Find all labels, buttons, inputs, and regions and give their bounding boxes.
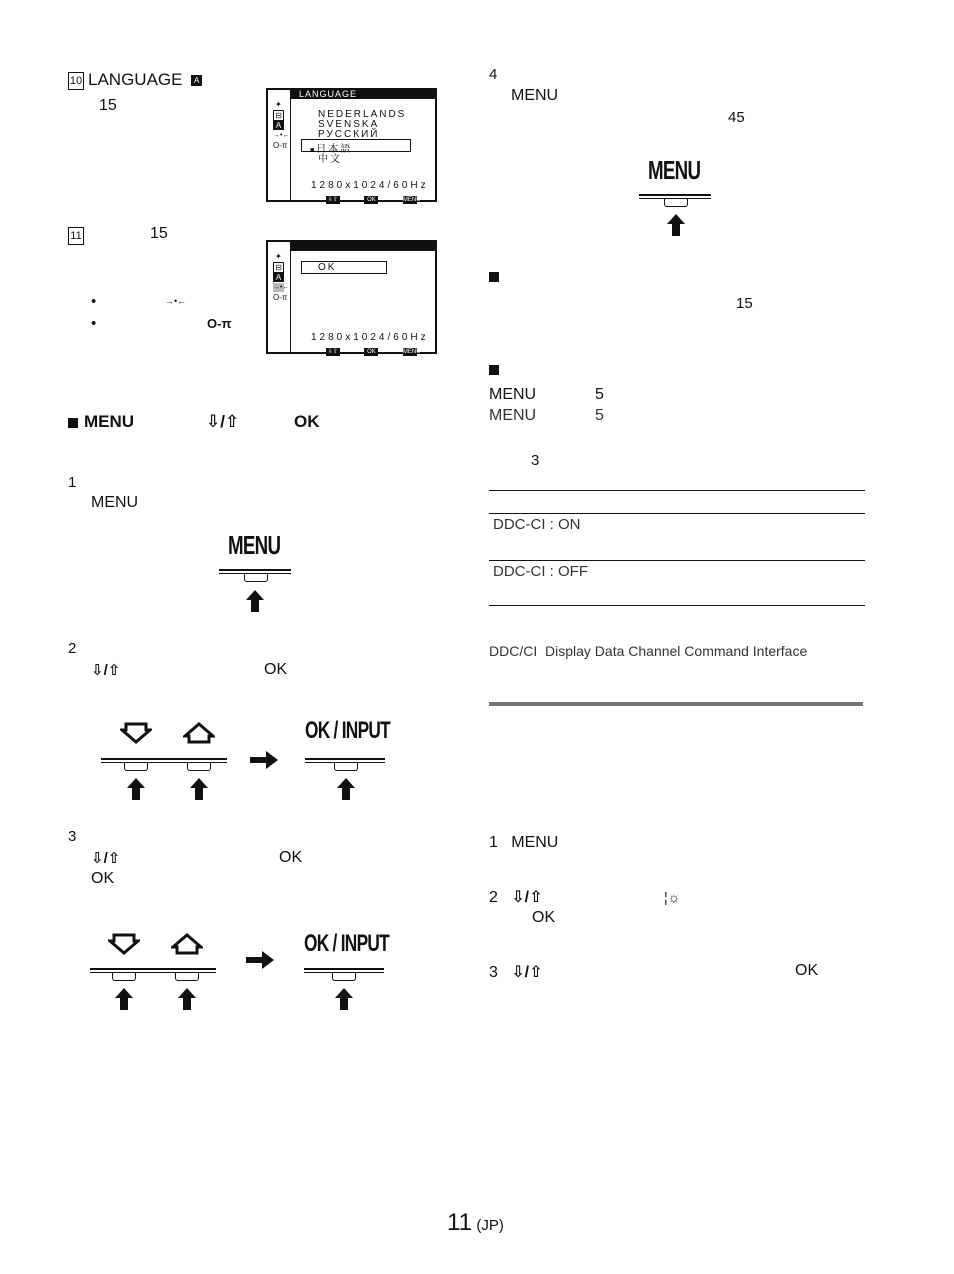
brightness-icon: ✦ xyxy=(275,100,282,109)
bezel-line xyxy=(219,569,291,571)
bezel-line xyxy=(305,758,385,760)
lock-key-icon: O‑π xyxy=(273,293,288,302)
menu-button[interactable] xyxy=(664,199,688,207)
updown-arrows-icon: ⇩/⇧ xyxy=(91,662,121,679)
right-step-3-ok: OK xyxy=(795,962,819,979)
item-number-11: 11 xyxy=(68,227,84,245)
osd-key-ok: OK xyxy=(364,348,378,356)
press-arrow-icon xyxy=(178,988,196,1010)
reset-osd-screen xyxy=(266,240,437,354)
step-4-menu: MENU xyxy=(511,87,559,104)
osd-side-menu xyxy=(268,242,291,352)
step-4-page-ref: 45 xyxy=(728,109,745,126)
updown-arrows-icon: ⇩/⇧ xyxy=(206,412,240,431)
press-arrow-icon xyxy=(335,988,353,1010)
right-step-2: 2 ⇩/⇧ xyxy=(489,889,543,906)
press-arrow-icon xyxy=(127,778,145,800)
osd-resolution: 1280x1024/60Hz xyxy=(311,180,429,191)
menu-button[interactable] xyxy=(244,574,268,582)
up-arrow-button-icon xyxy=(183,722,215,744)
ok-input-button-label: OK / INPUT xyxy=(304,930,389,957)
section-square-icon xyxy=(489,361,505,379)
table-header-rule xyxy=(489,513,865,514)
language-icon-selected: A xyxy=(273,121,284,130)
osd-lang-item: NEDERLANDS xyxy=(318,109,407,120)
press-arrow-icon xyxy=(667,214,685,236)
up-button[interactable] xyxy=(175,973,199,981)
step-4-number: 4 xyxy=(489,66,498,83)
step-3-ok-2: OK xyxy=(91,870,115,887)
osd-title-bar xyxy=(291,242,435,251)
table-row-rule xyxy=(489,560,865,561)
bezel-line xyxy=(304,968,384,970)
step-1-text: MENU xyxy=(91,494,139,511)
section-square-icon xyxy=(68,418,78,428)
osd-side-menu xyxy=(268,90,291,200)
osd-key-row xyxy=(326,343,431,361)
lock-key-icon: O‑π xyxy=(207,316,232,331)
language-icon: A xyxy=(273,273,284,282)
menu-button-label: MENU xyxy=(648,155,701,185)
ddc-note: DDC/CI Display Data Channel Command Interface xyxy=(489,643,808,659)
reset-icon-selected: →•← xyxy=(273,284,290,291)
brightness-icon: ✦ xyxy=(275,252,282,261)
section-10-heading xyxy=(68,70,202,90)
step-3-number: 3 xyxy=(68,828,77,845)
menu-word: MENU xyxy=(84,412,135,431)
screen-icon: ⊟ xyxy=(273,262,284,273)
osd-lang-item: SVENSKA xyxy=(318,119,380,130)
right-step-2-ok: OK xyxy=(532,909,556,926)
operation-heading xyxy=(68,412,134,432)
down-arrow-button-icon xyxy=(108,933,140,955)
then-arrow-icon xyxy=(246,951,274,969)
right-step-1: 1 MENU xyxy=(489,834,559,851)
bullet-item: • xyxy=(91,293,97,310)
backlight-icon: ¦☼ xyxy=(664,889,681,905)
section-square-icon xyxy=(489,268,505,286)
up-button[interactable] xyxy=(187,763,211,771)
bezel-line xyxy=(90,968,216,970)
step-2-number: 2 xyxy=(68,640,77,657)
table-bottom-rule xyxy=(489,605,865,606)
press-arrow-icon xyxy=(190,778,208,800)
down-arrow-button-icon xyxy=(120,722,152,744)
section-page-ref: 15 xyxy=(736,295,753,312)
osd-key-ok: OK xyxy=(364,196,378,204)
page-number: 11 (JP) xyxy=(447,1209,504,1236)
ok-input-button-label: OK / INPUT xyxy=(305,717,390,744)
step-2-ok: OK xyxy=(264,661,288,678)
item-number-10: 10 xyxy=(68,72,84,90)
osd-lang-item: 中文 xyxy=(318,154,342,165)
osd-key-menu: MENU xyxy=(402,196,421,203)
osd-lang-item-selected: ■日本語 xyxy=(310,144,353,155)
number-5-bold: 5 xyxy=(595,386,604,403)
press-arrow-icon xyxy=(115,988,133,1010)
osd-key-row xyxy=(326,191,431,209)
menu-text-1: MENU xyxy=(489,386,537,403)
screen-icon: ⊟ xyxy=(273,110,284,121)
bezel-line xyxy=(639,194,711,196)
updown-arrows-icon: ⇩/⇧ xyxy=(91,850,121,867)
down-button[interactable] xyxy=(112,973,136,981)
section-11-heading xyxy=(68,225,88,245)
reset-icon: →•← xyxy=(273,132,290,139)
up-arrow-button-icon xyxy=(171,933,203,955)
step-1-number: 1 xyxy=(68,474,77,491)
bullet-item: • xyxy=(91,315,97,332)
step-3-ok: OK xyxy=(279,849,303,866)
table-cell: DDC-CI : ON xyxy=(493,516,581,533)
table-cell: DDC-CI : OFF xyxy=(493,563,588,580)
ok-input-button[interactable] xyxy=(332,973,356,981)
press-arrow-icon xyxy=(337,778,355,800)
lock-key-icon: O‑π xyxy=(273,141,288,150)
osd-key-updown: ⇩⇧ xyxy=(327,348,339,355)
language-title: LANGUAGE xyxy=(88,70,183,89)
number-3: 3 xyxy=(531,452,540,469)
language-page-ref: 15 xyxy=(99,97,117,114)
osd-lang-item: РУССКИЙ xyxy=(318,129,380,140)
right-step-3: 3 ⇩/⇧ xyxy=(489,964,543,981)
press-arrow-icon xyxy=(246,590,264,612)
menu-text-2: MENU xyxy=(489,407,537,424)
down-button[interactable] xyxy=(124,763,148,771)
number-5: 5 xyxy=(595,407,604,424)
osd-resolution: 1280x1024/60Hz xyxy=(311,332,429,343)
then-arrow-icon xyxy=(250,751,278,769)
osd-reset-ok: OK xyxy=(318,262,337,273)
table-top-rule xyxy=(489,490,865,491)
osd-selection-box xyxy=(301,261,387,274)
reset-symbol-icon: →•← xyxy=(165,296,187,306)
reset-page-ref: 15 xyxy=(150,225,168,242)
section-divider xyxy=(489,702,863,706)
osd-title-bar: LANGUAGE xyxy=(291,90,435,99)
ok-input-button[interactable] xyxy=(334,763,358,771)
language-icon: A xyxy=(191,75,202,86)
language-osd-screen xyxy=(266,88,437,202)
bezel-line xyxy=(101,758,227,760)
osd-key-updown: ⇩⇧ xyxy=(327,196,339,203)
ok-word: OK xyxy=(294,412,320,431)
menu-button-label: MENU xyxy=(228,530,281,560)
osd-key-menu: MENU xyxy=(402,348,421,355)
